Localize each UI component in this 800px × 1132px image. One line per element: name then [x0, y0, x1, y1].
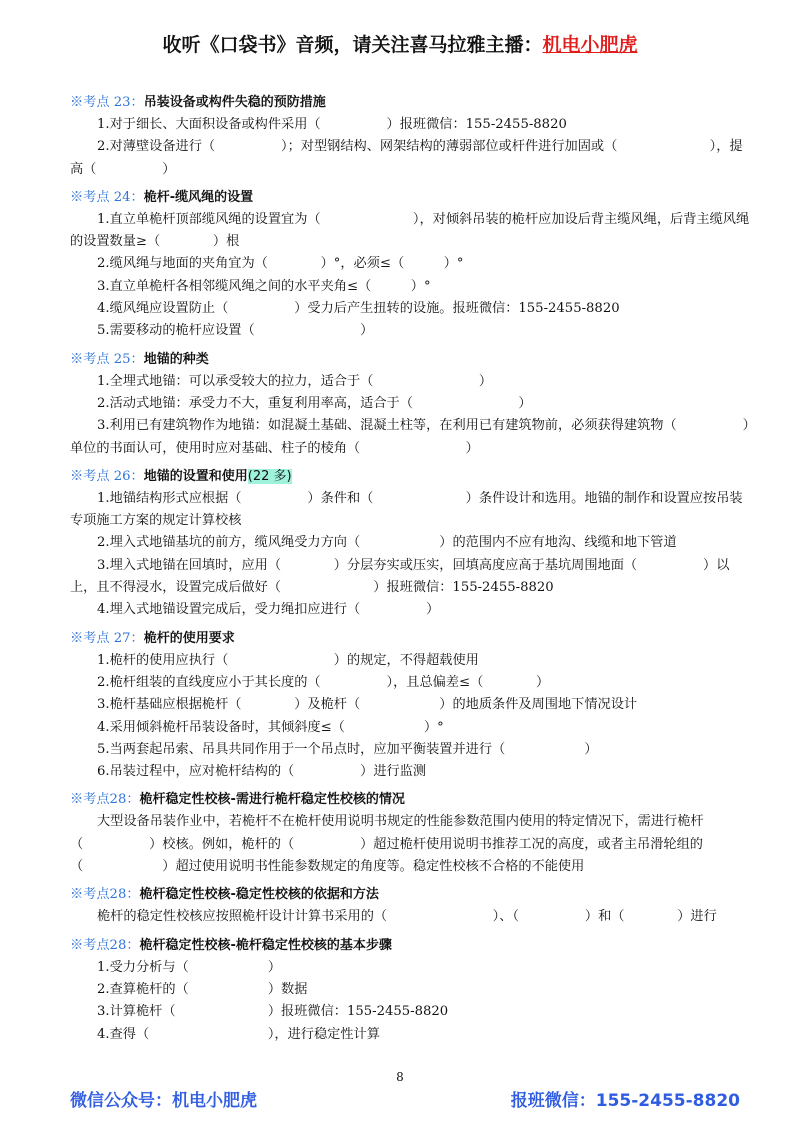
section-title-text: 桅杆稳定性校核-需进行桅杆稳定性校核的情况	[139, 792, 405, 808]
document-body	[70, 92, 750, 1052]
section-title	[70, 349, 750, 371]
section-tag: ※考点 26：	[70, 468, 144, 484]
exam-point-section	[70, 628, 750, 784]
question-line: 6.吊装过程中，应对桅杆结构的（ ）进行监测	[97, 764, 427, 780]
question-line: 4.采用倾斜桅杆吊装设备时，其倾斜度≤（ ）°	[97, 719, 444, 735]
section-tag: ※考点 23：	[70, 95, 144, 110]
question-line: 2.活动式地锚：承受力不大，重复利用率高，适合于（ ）	[97, 395, 532, 411]
question-line: 5.当两套起吊索、吊具共同作用于一个吊点时，应加平衡装置并进行（ ）	[97, 741, 598, 757]
section-title	[70, 884, 750, 906]
section-title	[70, 466, 750, 488]
section-title	[70, 789, 750, 811]
section-title	[70, 935, 750, 957]
exam-point-section	[70, 466, 750, 622]
section-title-text: 桅杆稳定性校核-稳定性校核的依据和方法	[139, 887, 379, 903]
exam-point-section	[70, 349, 750, 460]
question-line: 1.全埋式地锚：可以承受较大的拉力，适合于（ ）	[97, 373, 493, 389]
section-tag: ※考点 24：	[70, 189, 144, 205]
question-line: 2.查算桅杆的（ ）数据	[97, 981, 308, 997]
exam-point-section	[70, 884, 750, 928]
header-highlight-link[interactable]: 机电小肥虎	[542, 34, 638, 56]
exam-point-section	[70, 935, 750, 1046]
question-line: 3.直立单桅杆各相邻缆风绳之间的水平夹角≤（ ）°	[97, 278, 431, 294]
highlight-mark: (22 多)	[247, 468, 292, 484]
page-number: 8	[396, 1070, 404, 1084]
section-title	[70, 92, 750, 114]
section-title	[70, 628, 750, 650]
question-line: 1.地锚结构形式应根据（ ）条件和（ ）条件设计和选用。地锚的制作和设置应按吊装专项施工方案的规定计算校核	[70, 490, 743, 529]
question-line: 1.受力分析与（ ）	[97, 959, 282, 975]
question-line: 1.桅杆的使用应执行（ ）的规定，不得超载使用	[97, 652, 479, 668]
question-line: 1.对于细长、大面积设备或构件采用（ ）报班微信：155-2455-8820	[97, 117, 567, 132]
section-tag: ※考点28：	[70, 792, 140, 808]
question-line: 大型设备吊装作业中，若桅杆不在桅杆使用说明书规定的性能参数范围内使用的特定情况下，需进行桅杆（ ）校核。例如，桅杆的（ ）超过桅杆使用说明书推荐工况的高度，或者主吊滑轮组的（ ）超过使用说明书性能参数规定的角度等。稳定性校核不合格的不能使用	[70, 814, 704, 875]
question-line: 2.桅杆组装的直线度应小于其长度的（ ），且总偏差≤（ ）	[97, 674, 550, 690]
exam-point-section	[70, 92, 750, 181]
footer-enroll-wechat: 报班微信：155-2455-8820	[510, 1091, 740, 1111]
question-line: 3.桅杆基础应根据桅杆（ ）及桅杆（ ）的地质条件及周围地下情况设计	[97, 697, 638, 713]
exam-point-section	[70, 187, 750, 343]
question-line: 3.计算桅杆（ ）报班微信：155-2455-8820	[97, 1004, 449, 1020]
section-title	[70, 187, 750, 209]
question-line: 4.埋入式地锚设置完成后，受力绳扣应进行（ ）	[97, 602, 440, 618]
section-title-text: 桅杆-缆风绳的设置	[143, 189, 254, 205]
header-prefix: 收听《口袋书》音频，请关注喜马拉雅主播：	[162, 34, 543, 56]
section-title-text: 桅杆稳定性校核-桅杆稳定性校核的基本步骤	[139, 937, 392, 953]
footer-wechat-account: 微信公众号：机电小肥虎	[70, 1091, 257, 1111]
page-header	[0, 30, 800, 57]
question-line: 2.缆风绳与地面的夹角宜为（ ）°，必须≤（ ）°	[97, 256, 464, 272]
question-line: 4.缆风绳应设置防止（ ）受力后产生扭转的设施。报班微信：155-2455-8820	[97, 301, 620, 317]
question-line: 5.需要移动的桅杆应设置（ ）	[97, 323, 374, 339]
question-line: 2.对薄壁设备进行（ ）；对型钢结构、网架结构的薄弱部位或杆件进行加固或（ ），提高（ ）	[70, 139, 743, 177]
exam-point-section	[70, 789, 750, 878]
section-tag: ※考点28：	[70, 937, 140, 953]
section-tag: ※考点 27：	[70, 630, 144, 646]
section-tag: ※考点28：	[70, 887, 140, 903]
question-line: 2.埋入式地锚基坑的前方，缆风绳受力方向（ ）的范围内不应有地沟、线缆和地下管道	[97, 535, 677, 551]
section-title-text: 地锚的种类	[143, 351, 209, 367]
question-line: 1.直立单桅杆顶部缆风绳的设置宜为（ ），对倾斜吊装的桅杆应加设后背主缆风绳，后背主缆风绳的设置数量≥（ ）根	[70, 211, 750, 250]
question-line: 3.利用已有建筑物作为地锚：如混凝土基础、混凝土柱等，在利用已有建筑物前，必须获得建筑物（ ）单位的书面认可，使用时应对基础、柱子的棱角（ ）	[70, 418, 750, 456]
question-line: 桅杆的稳定性校核应按照桅杆设计计算书采用的（ ）、（ ）和（ ）进行	[97, 909, 717, 925]
question-line: 4.查得（ ），进行稳定性计算	[97, 1026, 380, 1042]
section-title-text: 地锚的设置和使用	[143, 468, 248, 484]
section-title-text: 桅杆的使用要求	[143, 630, 235, 646]
section-tag: ※考点 25：	[70, 351, 144, 367]
section-title-text: 吊装设备或构件失稳的预防措施	[143, 95, 326, 110]
question-line: 3.埋入式地锚在回填时，应用（ ）分层夯实或压实，回填高度应高于基坑周围地面（ ）以上，且不得浸水，设置完成后做好（ ）报班微信：155-2455-8820	[70, 557, 730, 596]
